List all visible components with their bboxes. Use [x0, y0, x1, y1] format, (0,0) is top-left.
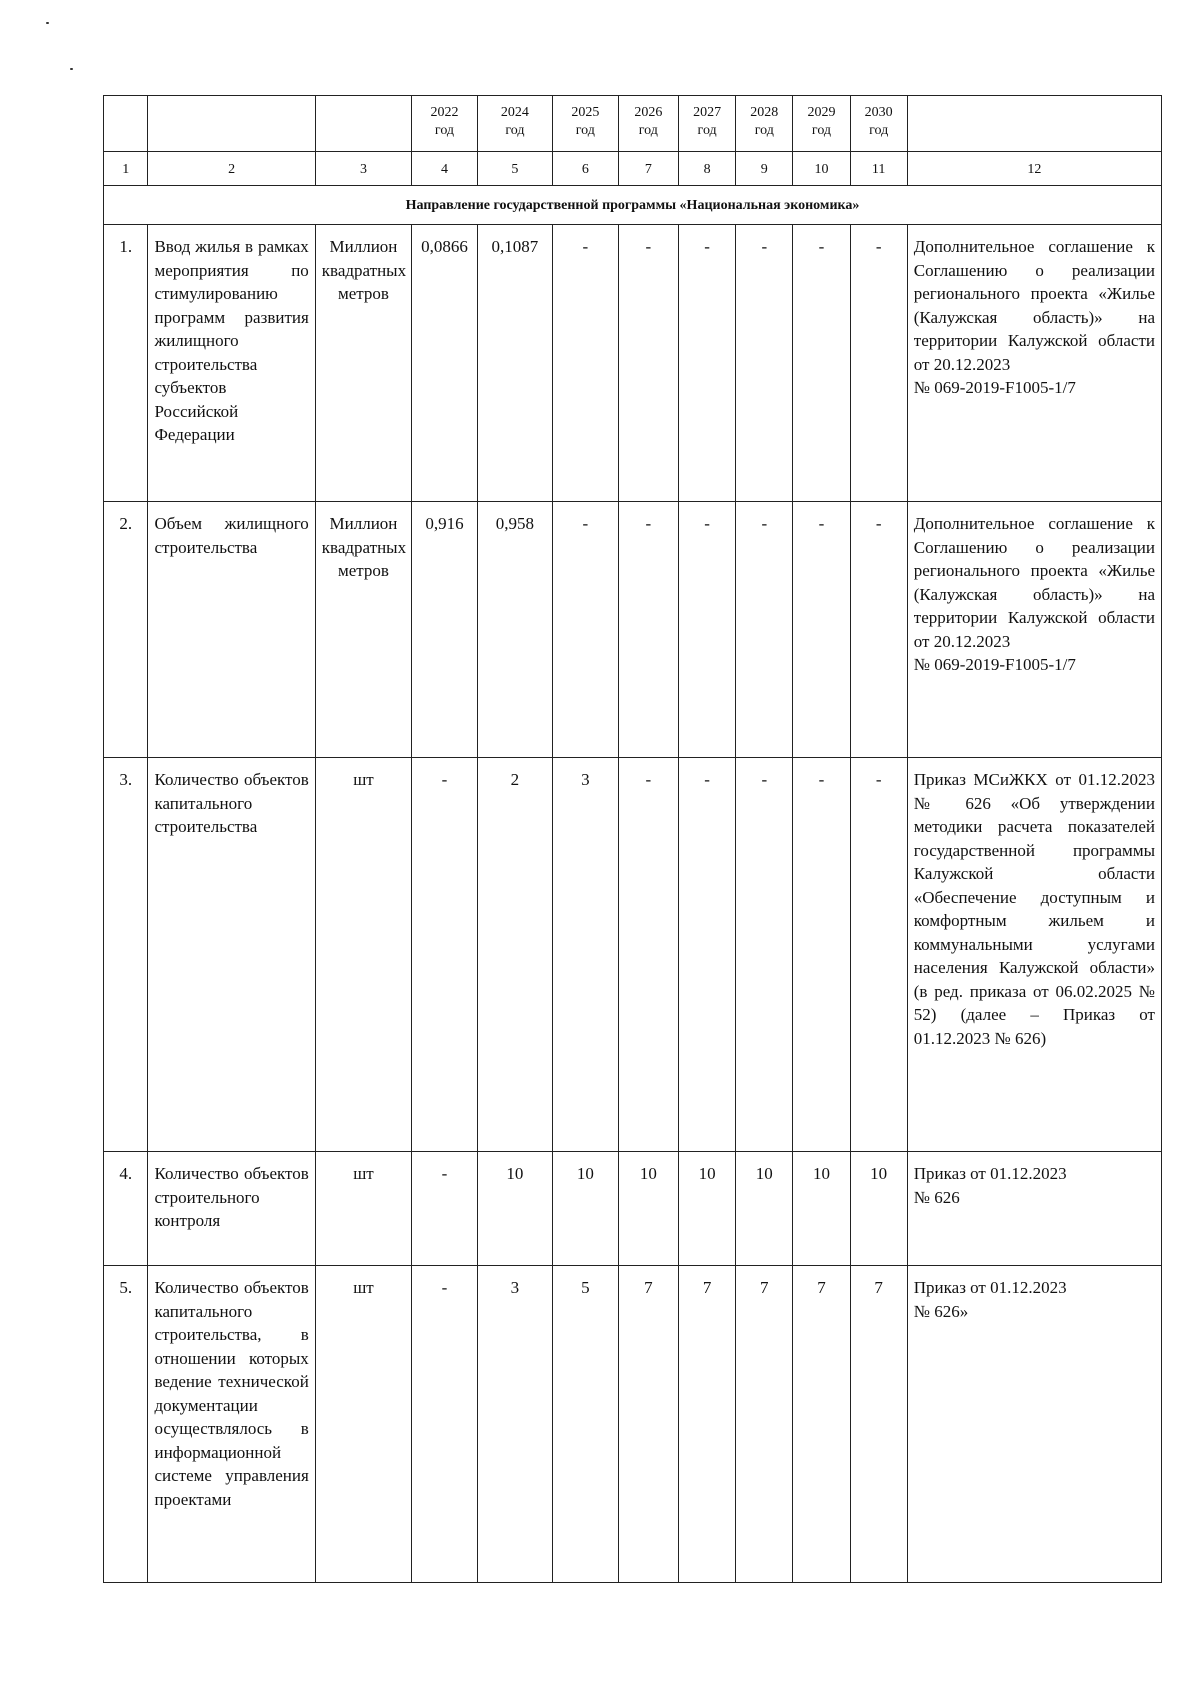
header-cell-empty — [907, 96, 1161, 152]
year-header-row — [104, 96, 1162, 152]
value-cell: - — [793, 758, 850, 1152]
value-cell: - — [618, 502, 678, 758]
source-document — [907, 225, 1161, 502]
unit-cell: шт — [315, 1266, 411, 1583]
value-cell: - — [553, 502, 619, 758]
column-number: 7 — [618, 152, 678, 186]
value-cell: 0,958 — [477, 502, 552, 758]
section-row — [104, 186, 1162, 225]
value-cell: 7 — [793, 1266, 850, 1583]
value-cell: - — [850, 502, 907, 758]
column-number-row — [104, 152, 1162, 186]
value-cell: - — [553, 225, 619, 502]
value-cell: - — [736, 502, 793, 758]
column-number: 10 — [793, 152, 850, 186]
section-title: Направление государственной программы «Национальная экономика» — [104, 186, 1162, 225]
year-header-cell: 2027 год — [679, 96, 736, 152]
scan-speck — [46, 22, 49, 24]
column-number: 8 — [679, 152, 736, 186]
column-number: 5 — [477, 152, 552, 186]
indicator-name: Количество объектов капитального строительства — [148, 758, 315, 1152]
value-cell: 7 — [736, 1266, 793, 1583]
table-row — [104, 502, 1162, 758]
source-document-text: Дополнительное соглашение к Соглашению о реализации регионального проекта «Жилье (Калужская область)» на территории Калужской области от 20.12.2023 — [913, 514, 1155, 651]
row-number: 5. — [104, 1266, 148, 1583]
value-cell: - — [412, 758, 478, 1152]
unit-cell: Миллион квадратных метров — [315, 225, 411, 502]
value-cell: 7 — [850, 1266, 907, 1583]
value-cell: - — [736, 225, 793, 502]
value-cell: - — [679, 758, 736, 1152]
year-header-cell: 2030 год — [850, 96, 907, 152]
column-number: 9 — [736, 152, 793, 186]
unit-cell: Миллион квадратных метров — [315, 502, 411, 758]
source-document — [907, 502, 1161, 758]
value-cell: - — [736, 758, 793, 1152]
column-number: 3 — [315, 152, 411, 186]
source-document — [907, 1266, 1161, 1583]
value-cell: 2 — [477, 758, 552, 1152]
column-number: 11 — [850, 152, 907, 186]
value-cell: 10 — [618, 1152, 678, 1266]
header-cell-empty — [315, 96, 411, 152]
value-cell: - — [679, 502, 736, 758]
scan-speck — [70, 68, 73, 70]
source-document-number: № 626 — [913, 1187, 960, 1207]
header-cell-empty — [104, 96, 148, 152]
value-cell: 0,1087 — [477, 225, 552, 502]
value-cell: 5 — [553, 1266, 619, 1583]
table-row — [104, 225, 1162, 502]
table-row — [104, 1152, 1162, 1266]
indicator-name: Ввод жилья в рамках мероприятия по стимулированию программ развития жилищного строительства субъектов Российской Федерации — [148, 225, 315, 502]
value-cell: 7 — [679, 1266, 736, 1583]
source-document-text: Приказ МСиЖКХ от 01.12.2023 № 626 «Об утверждении методики расчета показателей государственной программы Калужской области «Обеспечение доступным и комфортным жильем и коммунальными услугами населения Калужской области» (в ред. приказа от 06.02.2025 № 52) (далее – Приказ от 01.12.2023 № 626) — [913, 770, 1155, 1048]
year-header-cell: 2025 год — [553, 96, 619, 152]
value-cell: 0,916 — [412, 502, 478, 758]
row-number: 2. — [104, 502, 148, 758]
row-number: 3. — [104, 758, 148, 1152]
source-document-text: Приказ от 01.12.2023 — [913, 1164, 1067, 1183]
table-row — [104, 758, 1162, 1152]
indicator-name: Объем жилищного строительства — [148, 502, 315, 758]
year-header-cell: 2022 год — [412, 96, 478, 152]
value-cell: - — [679, 225, 736, 502]
year-header-cell: 2028 год — [736, 96, 793, 152]
value-cell: 10 — [553, 1152, 619, 1266]
column-number: 2 — [148, 152, 315, 186]
value-cell: 3 — [553, 758, 619, 1152]
source-document-number: № 069-2019-F1005-1/7 — [913, 655, 1076, 674]
unit-cell: шт — [315, 758, 411, 1152]
value-cell: - — [793, 502, 850, 758]
value-cell: - — [412, 1266, 478, 1583]
table-row — [104, 1266, 1162, 1583]
column-number: 12 — [907, 152, 1161, 186]
header-cell-empty — [148, 96, 315, 152]
value-cell: - — [618, 225, 678, 502]
value-cell: 10 — [679, 1152, 736, 1266]
row-number: 4. — [104, 1152, 148, 1266]
source-document — [907, 1152, 1161, 1266]
value-cell: - — [412, 1152, 478, 1266]
indicator-name: Количество объектов капитального строительства, в отношении которых ведение технической документации осуществлялось в информационной системе управления проектами — [148, 1266, 315, 1583]
value-cell: 10 — [477, 1152, 552, 1266]
value-cell: 10 — [850, 1152, 907, 1266]
source-document-text: Дополнительное соглашение к Соглашению о реализации регионального проекта «Жилье (Калужская область)» на территории Калужской области от 20.12.2023 — [913, 237, 1155, 374]
year-header-cell: 2026 год — [618, 96, 678, 152]
value-cell: - — [618, 758, 678, 1152]
value-cell: 10 — [736, 1152, 793, 1266]
source-document-text: Приказ от 01.12.2023 — [913, 1278, 1067, 1297]
source-document-number: № 626» — [913, 1301, 969, 1321]
source-document — [907, 758, 1161, 1152]
value-cell: 0,0866 — [412, 225, 478, 502]
year-header-cell: 2024 год — [477, 96, 552, 152]
column-number: 6 — [553, 152, 619, 186]
row-number: 1. — [104, 225, 148, 502]
indicator-name: Количество объектов строительного контроля — [148, 1152, 315, 1266]
value-cell: - — [850, 758, 907, 1152]
value-cell: 7 — [618, 1266, 678, 1583]
value-cell: 3 — [477, 1266, 552, 1583]
value-cell: - — [793, 225, 850, 502]
source-document-number: № 069-2019-F1005-1/7 — [913, 378, 1076, 397]
unit-cell: шт — [315, 1152, 411, 1266]
year-header-cell: 2029 год — [793, 96, 850, 152]
column-number: 1 — [104, 152, 148, 186]
indicators-table — [103, 95, 1162, 1583]
value-cell: 10 — [793, 1152, 850, 1266]
value-cell: - — [850, 225, 907, 502]
column-number: 4 — [412, 152, 478, 186]
